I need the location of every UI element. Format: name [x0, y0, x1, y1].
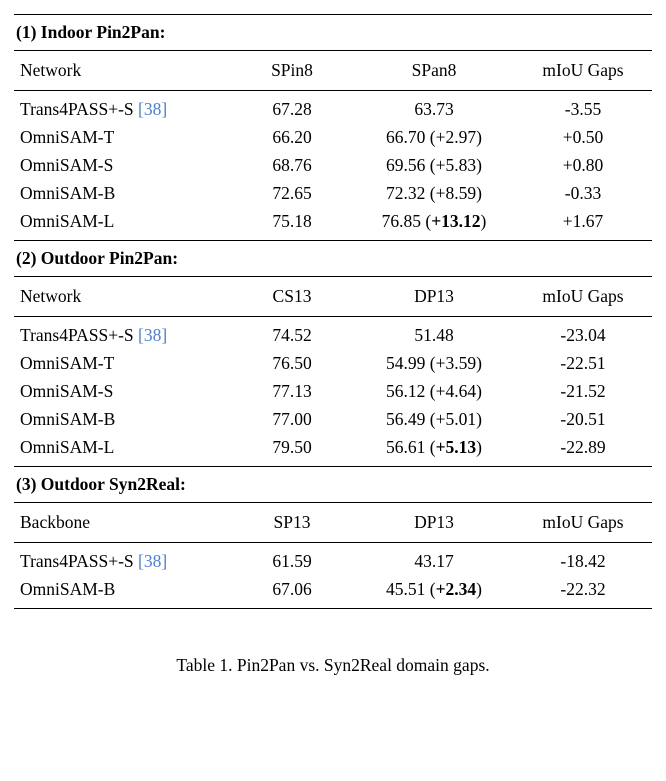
- network-name: OmniSAM-B: [20, 183, 116, 203]
- target-value: 56.12: [386, 381, 426, 401]
- row-value-target: [354, 317, 514, 350]
- row-value-source: 67.06: [272, 579, 312, 599]
- column-header: mIoU Gaps: [542, 60, 624, 80]
- row-value-target: [354, 91, 514, 124]
- row-value-source: 76.50: [272, 353, 312, 373]
- table-row: [14, 208, 652, 241]
- row-network: [14, 576, 230, 609]
- column-header: DP13: [414, 512, 454, 532]
- network-name: Trans4PASS+-S: [20, 325, 134, 345]
- row-value-source: 68.76: [272, 155, 312, 175]
- target-delta: +8.59: [435, 183, 477, 203]
- section-title: (1) Indoor Pin2Pan:: [16, 22, 166, 42]
- row-value-source: 77.00: [272, 409, 312, 429]
- target-delta: +13.12: [431, 211, 481, 231]
- column-header: DP13: [414, 286, 454, 306]
- network-name: Trans4PASS+-S: [20, 551, 134, 571]
- table-caption: Table 1. Pin2Pan vs. Syn2Real domain gaps.: [176, 655, 490, 675]
- network-name: OmniSAM-S: [20, 381, 114, 401]
- network-name: OmniSAM-S: [20, 155, 114, 175]
- row-value-target: 45.51 (+2.34): [385, 579, 482, 599]
- row-value-source: 61.59: [272, 551, 312, 571]
- row-value-gap: +0.80: [562, 155, 604, 175]
- table-row: [14, 543, 652, 576]
- row-value-gap: -20.51: [560, 409, 606, 429]
- row-value-target: 56.12 (+4.64): [386, 381, 482, 401]
- row-value-source: 75.18: [272, 211, 312, 231]
- network-name: OmniSAM-B: [20, 579, 116, 599]
- row-network: [14, 406, 230, 434]
- target-value: 63.73: [414, 99, 454, 119]
- target-value: 69.56: [386, 155, 426, 175]
- results-table: [14, 14, 652, 609]
- citation-link[interactable]: [38]: [138, 551, 168, 571]
- column-header: Backbone: [20, 512, 90, 532]
- target-value: 72.32: [386, 183, 426, 203]
- row-value-target: 54.99 (+3.59): [386, 353, 482, 373]
- target-value: 43.17: [414, 551, 454, 571]
- citation-link[interactable]: [38]: [138, 325, 168, 345]
- row-value-target: 69.56 (+5.83): [386, 155, 482, 175]
- target-delta: +2.97: [435, 127, 477, 147]
- target-value: 56.61: [385, 437, 426, 457]
- table-row: [14, 124, 652, 152]
- row-value-gap: -22.32: [560, 579, 606, 599]
- table-row: [14, 350, 652, 378]
- row-value-gap: -18.42: [560, 551, 606, 571]
- network-name: OmniSAM-L: [20, 437, 115, 457]
- row-value-gap: -22.51: [560, 353, 606, 373]
- row-value-source: 74.52: [272, 325, 312, 345]
- row-value-source: 66.20: [272, 127, 312, 147]
- row-value-source: 72.65: [272, 183, 312, 203]
- network-name: OmniSAM-B: [20, 409, 116, 429]
- target-delta: +5.01: [435, 409, 477, 429]
- target-delta: +3.59: [435, 353, 477, 373]
- row-value-target: 76.85 (+13.12): [381, 211, 487, 231]
- row-value-target: 66.70 (+2.97): [386, 127, 482, 147]
- row-network: [14, 152, 230, 180]
- target-value: 45.51: [385, 579, 426, 599]
- column-header: mIoU Gaps: [542, 512, 624, 532]
- row-network: [14, 434, 230, 467]
- row-value-gap: -3.55: [564, 99, 602, 119]
- row-network: [14, 208, 230, 241]
- row-network: [14, 180, 230, 208]
- column-header: Network: [20, 60, 82, 80]
- column-header: SPin8: [271, 60, 313, 80]
- row-value-gap: -23.04: [560, 325, 606, 345]
- target-value: 51.48: [414, 325, 454, 345]
- row-value-gap: -0.33: [564, 183, 602, 203]
- row-network: [14, 350, 230, 378]
- network-name: OmniSAM-T: [20, 353, 115, 373]
- target-delta: +2.34: [435, 579, 477, 599]
- column-header: CS13: [272, 286, 312, 306]
- row-network: [14, 124, 230, 152]
- table-row: [14, 152, 652, 180]
- target-delta: +5.83: [435, 155, 477, 175]
- table-row: [14, 180, 652, 208]
- citation-link[interactable]: [38]: [138, 99, 168, 119]
- row-network: [14, 543, 230, 576]
- row-value-gap: +1.67: [562, 211, 604, 231]
- row-network: [14, 378, 230, 406]
- row-network: [14, 91, 230, 124]
- row-value-source: 77.13: [272, 381, 312, 401]
- column-header: Network: [20, 286, 82, 306]
- table-row: [14, 576, 652, 609]
- row-value-gap: -21.52: [560, 381, 606, 401]
- row-value-gap: -22.89: [560, 437, 606, 457]
- network-name: Trans4PASS+-S: [20, 99, 134, 119]
- target-value: 54.99: [386, 353, 426, 373]
- table-row: [14, 317, 652, 350]
- row-value-source: 67.28: [272, 99, 312, 119]
- row-value-target: 56.49 (+5.01): [386, 409, 482, 429]
- target-value: 56.49: [386, 409, 426, 429]
- table-row: [14, 91, 652, 124]
- table-row: [14, 434, 652, 467]
- row-value-source: 79.50: [272, 437, 312, 457]
- network-name: OmniSAM-T: [20, 127, 115, 147]
- table-rule-thick: [14, 609, 652, 610]
- table-row: [14, 378, 652, 406]
- target-value: 66.70: [386, 127, 426, 147]
- section-title: (3) Outdoor Syn2Real:: [16, 474, 186, 494]
- column-header: SP13: [273, 512, 311, 532]
- table-row: [14, 406, 652, 434]
- column-header: mIoU Gaps: [542, 286, 624, 306]
- section-title: (2) Outdoor Pin2Pan:: [16, 248, 179, 268]
- column-header: SPan8: [411, 60, 457, 80]
- row-value-target: 56.61 (+5.13): [385, 437, 482, 457]
- network-name: OmniSAM-L: [20, 211, 115, 231]
- target-delta: +5.13: [435, 437, 477, 457]
- row-network: [14, 317, 230, 350]
- target-value: 76.85: [381, 211, 421, 231]
- row-value-target: [354, 543, 514, 576]
- target-delta: +4.64: [435, 381, 477, 401]
- row-value-target: 72.32 (+8.59): [386, 183, 482, 203]
- row-value-gap: +0.50: [562, 127, 604, 147]
